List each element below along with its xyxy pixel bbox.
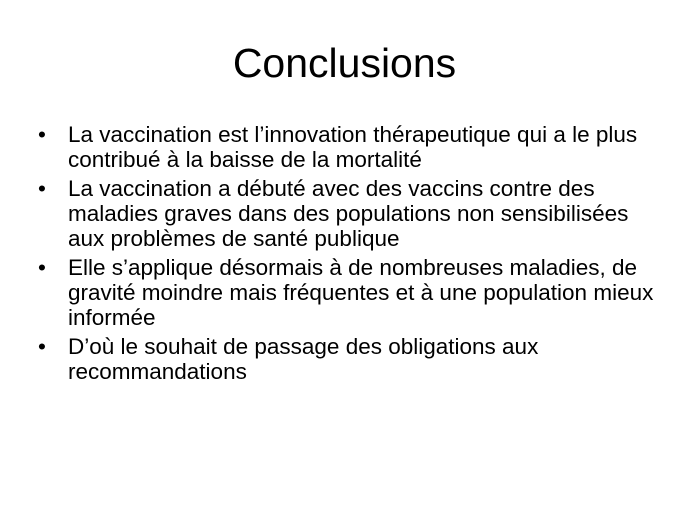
bullet-item xyxy=(38,255,658,330)
bullet-icon: • xyxy=(38,334,46,359)
bullet-text: D’où le souhait de passage des obligations aux recommandations xyxy=(68,334,539,384)
bullet-list xyxy=(38,122,658,388)
bullet-icon: • xyxy=(38,122,46,147)
bullet-item xyxy=(38,122,658,172)
slide-title: Conclusions xyxy=(232,40,457,86)
bullet-item xyxy=(38,334,658,384)
bullet-icon: • xyxy=(38,176,46,201)
bullet-icon: • xyxy=(38,255,46,280)
bullet-text: Elle s’applique désormais à de nombreuses maladies, de gravité moindre mais fréquentes et à une population mieux informée xyxy=(68,255,654,330)
bullet-item xyxy=(38,176,658,251)
bullet-text: La vaccination a débuté avec des vaccins contre des maladies graves dans des populations non sensibilisées aux problèmes de santé publique xyxy=(68,176,629,251)
bullet-text: La vaccination est l’innovation thérapeutique qui a le plus contribué à la baisse de la mortalité xyxy=(68,122,638,172)
